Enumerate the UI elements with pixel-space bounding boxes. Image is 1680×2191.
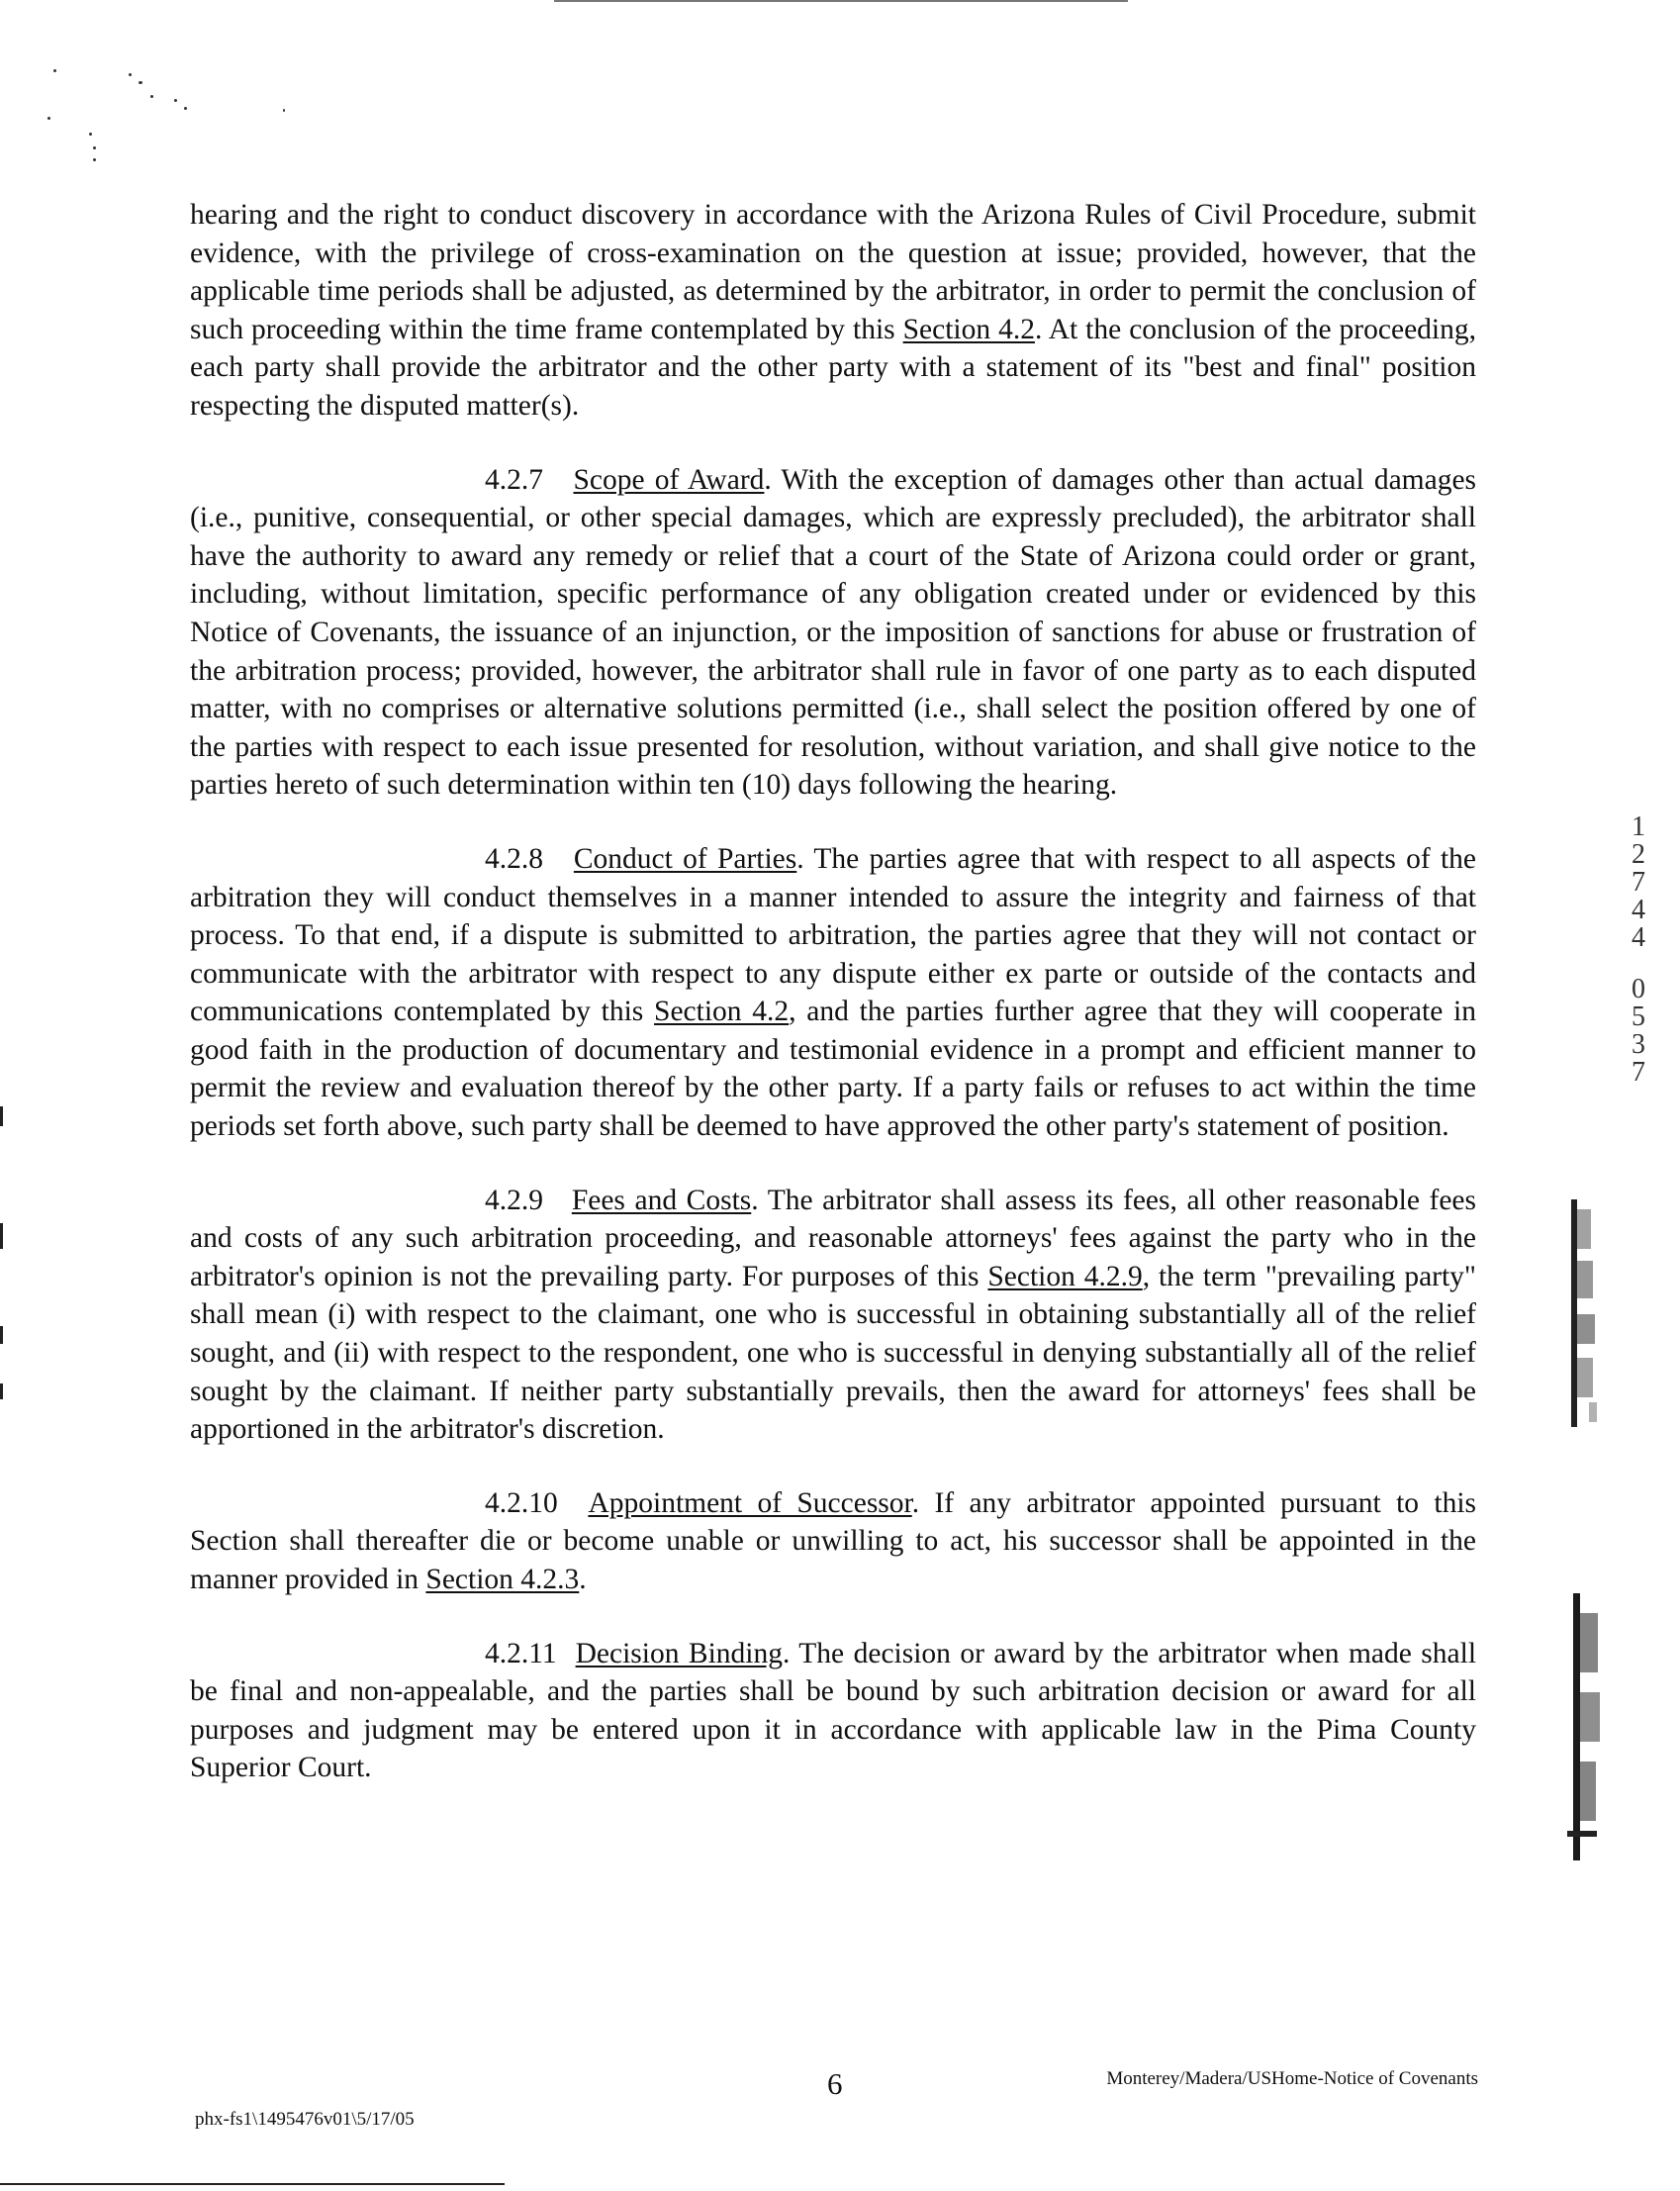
paragraph-text: . With the exception of damages other than actual damages (i.e., punitive, consequential, or other special damages, which are expressly precluded), the arbitrator shall have the authority to award any remedy or relief that a court of the State of Arizona could order or grant, including, without limitation, specific performance of any obligation created under or evidenced by this Notice of Covenants, the issuance of an injunction, or the imposition of sanctions for abuse or frustration of the arbitration process; provided, however, the arbitrator shall rule in favor of one party as to each disputed matter, with no comprises or alternative solutions permitted (i.e., shall select the position offered by one of the parties with respect to each issue presented for resolution, without variation, and shall give notice to the parties hereto of such determination within ten (10) days following the hearing.	[190, 463, 1477, 802]
paragraph-text: . The decision or award by the arbitrator when made shall be final and non-appealable, and the parties shall be bound by such arbitration decision or award for all purposes and judgment may be entered upon it in accordance with applicable law in the Pima County Superior Court.	[190, 1637, 1477, 1784]
left-edge-mark	[0, 1223, 3, 1249]
paragraph-text: . The parties agree that with respect to all aspects of the arbitration they will conduct themselves in a manner intended to assure the integrity and fairness of that process. To that end, if a dispute is submitted to arbitration, the parties agree that they will not contact or communicate with the arbitrator with respect to any dispute either ex parte or outside of the contacts and communications contemplated by this	[190, 842, 1477, 1028]
left-edge-mark	[0, 1326, 3, 1344]
section-4-2-8	[190, 840, 1476, 1146]
section-number: 4.2.8	[485, 842, 543, 875]
recorder-stamp-lower	[1559, 1593, 1615, 1860]
section-heading: Decision Binding	[575, 1637, 783, 1669]
recording-number-part1: 12744	[1632, 811, 1645, 953]
document-body	[190, 196, 1476, 1823]
left-edge-mark	[0, 1383, 3, 1399]
section-number: 4.2.9	[485, 1184, 543, 1216]
section-heading: Conduct of Parties	[573, 842, 797, 875]
section-reference: Section 4.2.3	[425, 1564, 580, 1595]
bottom-edge-line	[0, 2183, 505, 2185]
section-heading: Scope of Award	[573, 463, 765, 496]
top-edge-line	[554, 0, 1128, 2]
recorder-stamp-upper	[1559, 1199, 1615, 1427]
file-reference: phx-fs1\1495476v01\5/17/05	[195, 2109, 415, 2130]
section-reference: Section 4.2.9	[987, 1260, 1143, 1292]
section-4-2-11	[190, 1635, 1476, 1787]
section-heading: Fees and Costs	[571, 1184, 752, 1216]
paragraph-text: . The arbitrator shall assess its fees, all other reasonable fees and costs of any such arbitration proceeding, and reasonable attorneys' fees against the party who in the arbitrator's opinion is not the prevailing party. For purposes of this	[190, 1184, 1477, 1292]
left-edge-mark	[0, 1106, 3, 1126]
section-heading: Appointment of Successor	[588, 1486, 912, 1519]
paragraph-continuation	[190, 196, 1476, 426]
paragraph-text: , and the parties further agree that they will cooperate in good faith in the production of documentary and testimonial evidence in a prompt and efficient manner to permit the review and evaluation thereof by the other party. If a party fails or refuses to act within the time periods set forth above, such party shall be deemed to have approved the other party's statement of position.	[190, 996, 1476, 1143]
document-title: Monterey/Madera/USHome-Notice of Covenants	[1106, 2068, 1478, 2089]
recording-number-part2: 0537	[1632, 974, 1645, 1088]
paragraph-text: .	[579, 1564, 587, 1595]
page-number: 6	[827, 2066, 843, 2101]
section-reference: Section 4.2	[654, 996, 790, 1028]
section-4-2-9	[190, 1182, 1476, 1449]
section-4-2-7	[190, 461, 1476, 805]
paragraph-text: , the term "prevailing party" shall mean (i) with respect to the claimant, one who is successful in obtaining substantially all of the relief sought, and (ii) with respect to the respondent, one who is successful in denying substantially all of the relief sought by the claimant. If neither party substantially prevails, then the award for attorneys' fees shall be apportioned in the arbitrator's discretion.	[190, 1260, 1476, 1446]
section-number: 4.2.10	[485, 1486, 558, 1519]
section-4-2-10	[190, 1484, 1476, 1599]
section-reference: Section 4.2	[902, 313, 1035, 345]
paragraph-text: . If any arbitrator appointed pursuant to this Section shall thereafter die or become unable or unwilling to act, his successor shall be appointed in the manner provided in	[190, 1486, 1476, 1595]
paragraph-text: . At the conclusion of the proceeding, each party shall provide the arbitrator and the other party with a statement of its "best and final" position respecting the disputed matter(s).	[190, 313, 1476, 422]
recording-number	[1628, 813, 1649, 1087]
paragraph-text: hearing and the right to conduct discovery in accordance with the Arizona Rules of Civil Procedure, submit evidence, with the privilege of cross-examination on the question at issue; provided, however, that the applicable time periods shall be adjusted, as determined by the arbitrator, in order to permit the conclusion of such proceeding within the time frame contemplated by this	[190, 199, 1476, 345]
section-number: 4.2.11	[485, 1637, 557, 1669]
section-number: 4.2.7	[485, 463, 543, 496]
